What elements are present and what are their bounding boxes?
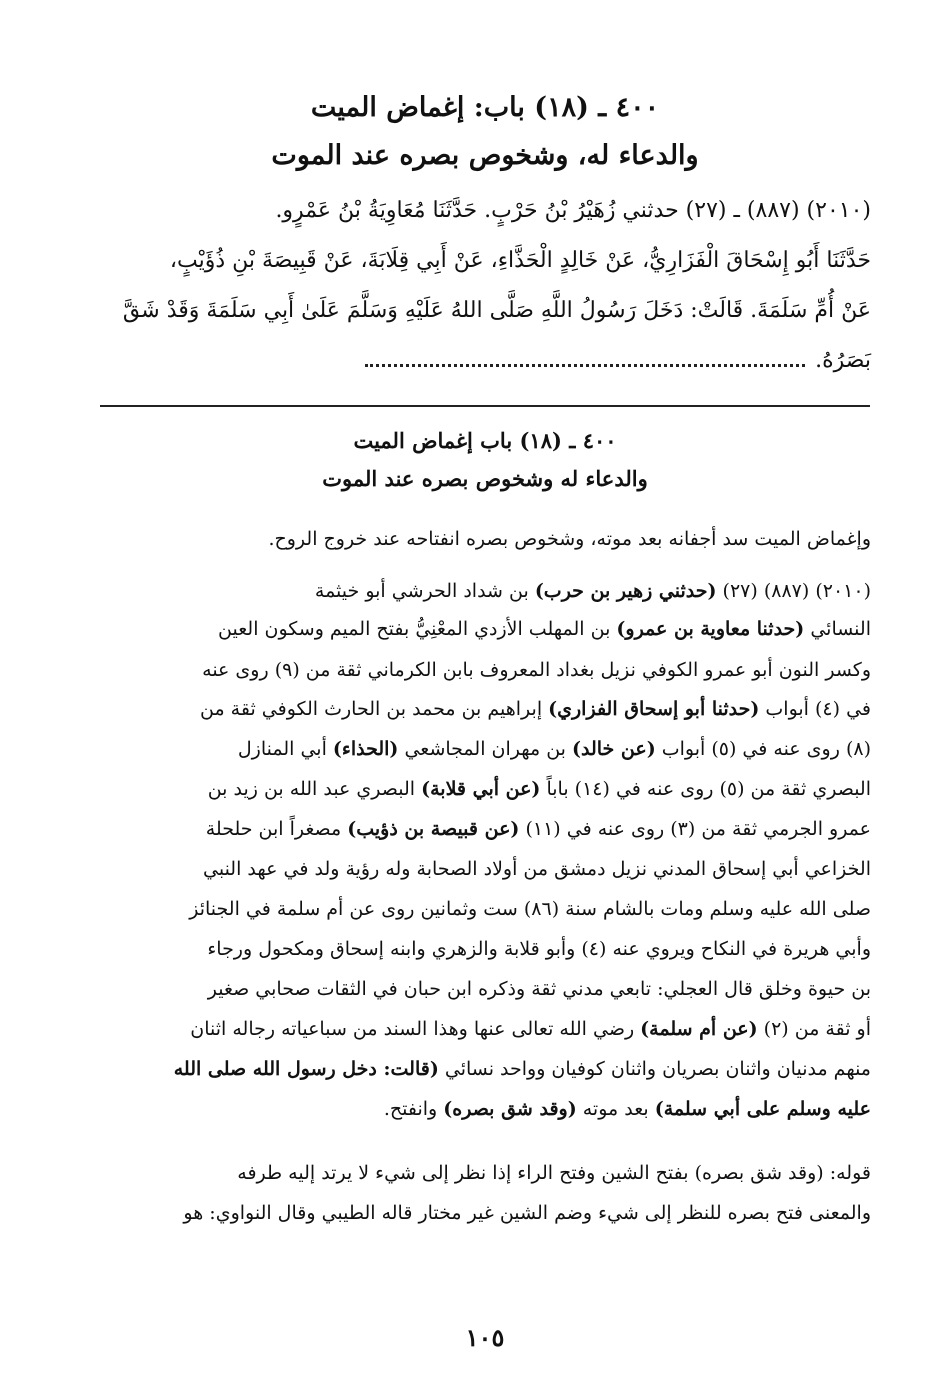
- bold-span: (عن قبيصة بن ذؤيب): [347, 818, 520, 840]
- chapter-heading-line1: ٤٠٠ ـ (١٨) باب: إغماض الميت: [310, 92, 660, 123]
- commentary-line-7: [81, 818, 871, 840]
- commentary-p2-line-1: قوله: (وقد شق بصره) بفتح الشين وفتح الراء إذا نظر إلى شيء لا يرتد إليه طرفه: [237, 1162, 871, 1184]
- text-span: النسائي: [804, 618, 871, 640]
- text-span: بعد موته: [576, 1098, 655, 1120]
- bold-span: (قالت: دخل رسول الله صلى الله: [173, 1058, 439, 1080]
- commentary-line-6: [81, 778, 871, 800]
- text-span: (٨) روى عنه في (٥) أبواب: [655, 738, 871, 760]
- text-span: وانفتح.: [383, 1098, 444, 1120]
- text-span: أبي المنازل: [237, 738, 333, 760]
- hadith-line-4-text: بَصَرُهُ.: [815, 348, 871, 373]
- commentary-line-8: الخزاعي أبي إسحاق المدني نزيل دمشق من أولاد الصحابة وله رؤية ولد في عهد النبي: [203, 858, 871, 880]
- commentary-line-10: وأبي هريرة في النكاح ويروي عنه (٤) وأبو قلابة والزهري وابنه إسحاق ومكحول ورجاء: [207, 938, 871, 960]
- commentary-line-13: [81, 1058, 871, 1080]
- dotted-leader: [365, 358, 805, 367]
- section-divider: [100, 405, 870, 407]
- text-span: رضي الله تعالى عنها وهذا السند من سباعياته رجاله اثنان: [190, 1018, 641, 1040]
- text-span: في (٤) أبواب: [759, 698, 871, 720]
- bold-span: عليه وسلم على أبي سلمة): [654, 1098, 871, 1120]
- hadith-line-3: عَنْ أُمِّ سَلَمَةَ. قَالَتْ: دَخَلَ رَسُولُ اللَّهِ صَلَّى اللهُ عَلَيْهِ وَسَلَّمَ عَلَىٰ أَبِي سَلَمَةَ وَقَدْ شَقَّ: [122, 298, 871, 323]
- commentary-line-14: [81, 1098, 871, 1120]
- bold-span: (وقد شق بصره): [443, 1098, 577, 1120]
- text-span: منهم مدنيان واثنان بصريان واثنان كوفيان وواحد نسائي: [438, 1058, 871, 1080]
- bold-span: (عن أم سلمة): [640, 1018, 758, 1040]
- text-span: (٢٠١٠) (٨٨٧) (٢٧): [716, 580, 871, 602]
- bold-span: (حدثنا أبو إسحاق الفزاري): [548, 698, 760, 720]
- commentary-line-3: وكسر النون أبو عمرو الكوفي نزيل بغداد المعروف بابن الكرماني ثقة من (٩) روى عنه: [202, 659, 871, 681]
- commentary-intro: وإغماض الميت سد أجفانه بعد موته، وشخوص بصره انفتاحه عند خروج الروح.: [268, 528, 871, 550]
- text-span: بن المهلب الأزدي المعْنِيُّ بفتح الميم وسكون العين: [218, 618, 617, 640]
- bold-span: (حدثنا معاوية بن عمرو): [616, 618, 805, 640]
- commentary-line-12: [81, 1018, 871, 1040]
- commentary-p2-line-2: والمعنى فتح بصره للنظر إلى شيء وضم الشين غير مختار قاله الطيبي وقال النواوي: هو: [183, 1202, 871, 1224]
- bold-span: (عن خالد): [572, 738, 656, 760]
- page-number: ١٠٥: [465, 1323, 505, 1352]
- commentary-line-5: [81, 738, 871, 760]
- hadith-line-2: حَدَّثَنَا أَبُو إِسْحَاقَ الْفَزَارِيُّ، عَنْ خَالِدٍ الْحَذَّاءِ، عَنْ أَبِي قِلَابَةَ، عَنْ قَبِيصَةَ بْنِ ذُؤَيْبٍ،: [169, 248, 871, 273]
- chapter-heading-line2: والدعاء له، وشخوص بصره عند الموت: [271, 140, 699, 171]
- text-span: إبراهيم بن محمد بن الحارث الكوفي ثقة من: [199, 698, 549, 720]
- bold-span: (عن أبي قلابة): [421, 778, 541, 800]
- bold-span: (حدثني زهير بن حرب): [534, 580, 717, 602]
- commentary-line-4: [81, 698, 871, 720]
- text-span: مصغراً ابن حلحلة: [205, 818, 348, 840]
- commentary-line-11: بن حيوة وخلق قال العجلي: تابعي مدني ثقة وذكره ابن حبان في الثقات صحابي صغير: [207, 978, 871, 1000]
- hadith-line-4: [81, 348, 871, 373]
- text-span: البصري ثقة من (٥) روى عنه في (١٤) باباً: [540, 778, 871, 800]
- text-span: عمرو الجرمي ثقة من (٣) روى عنه في (١١): [519, 818, 871, 840]
- text-span: أو ثقة من (٢): [757, 1018, 871, 1040]
- bold-span: (الحذاء): [332, 738, 399, 760]
- commentary-heading-line2: والدعاء له وشخوص بصره عند الموت: [322, 466, 648, 491]
- commentary-heading-line1: ٤٠٠ ـ (١٨) باب إغماض الميت: [353, 428, 617, 453]
- text-span: البصري عبد الله بن زيد بن: [207, 778, 422, 800]
- text-span: بن شداد الحرشي أبو خيثمة: [314, 580, 535, 602]
- commentary-line-2: [81, 618, 871, 640]
- hadith-line-1: (٢٠١٠) (٨٨٧) ـ (٢٧) حدثني زُهَيْرُ بْنُ حَرْبٍ. حَدَّثَنَا مُعَاوِيَةُ بْنُ عَمْرٍو.: [275, 198, 871, 223]
- commentary-line-1: [81, 580, 871, 602]
- text-span: بن مهران المجاشعي: [398, 738, 572, 760]
- commentary-line-9: صلى الله عليه وسلم ومات بالشام سنة (٨٦) ست وثمانين روى عن أم سلمة في الجنائز: [189, 898, 871, 920]
